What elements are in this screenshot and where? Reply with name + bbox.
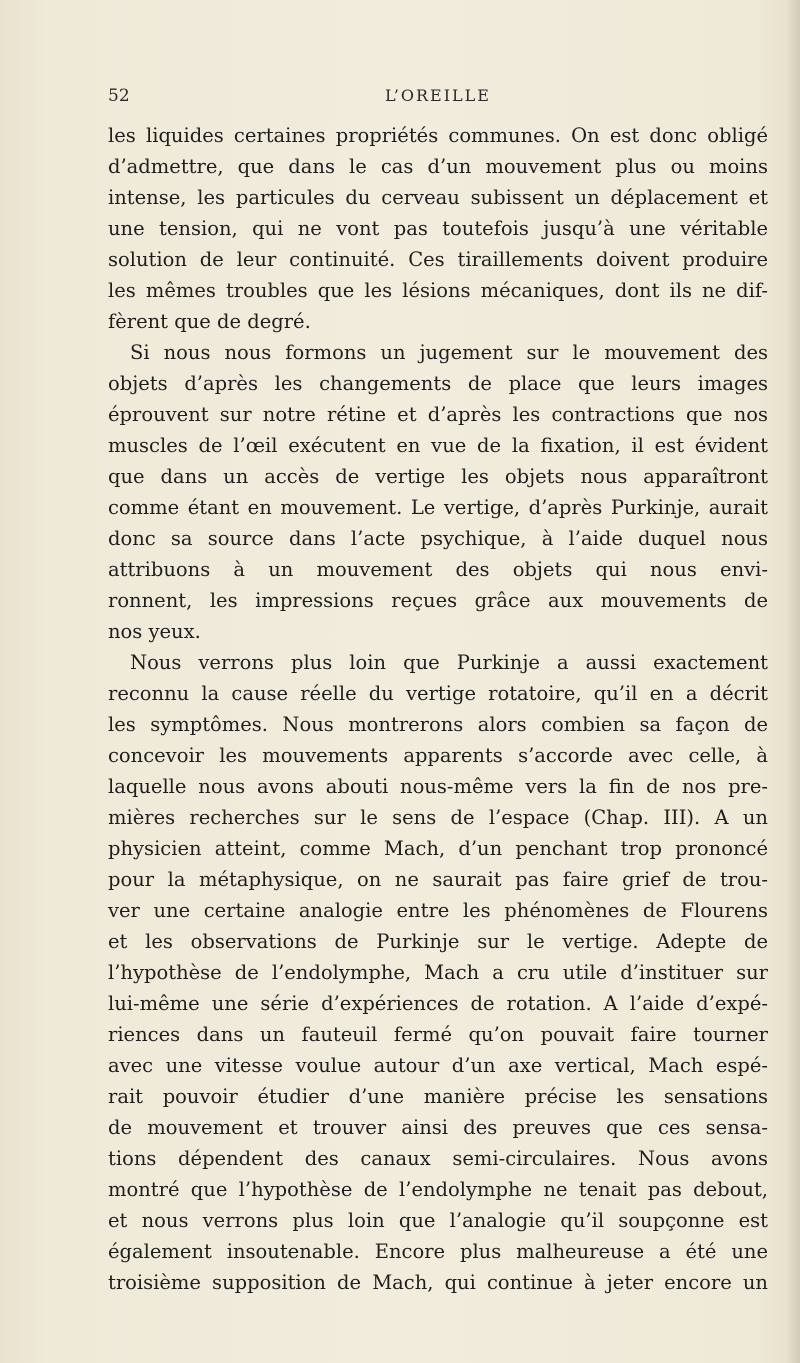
text-line: riences dans un fauteuil fermé qu’on pouvait faire tourner [108, 1023, 768, 1046]
text-line: mières recherches sur le sens de l’espace (Chap. III). A un [108, 806, 768, 829]
text-line: montré que l’hypothèse de l’endolymphe ne tenait pas debout, [108, 1178, 768, 1201]
text-line: Nous verrons plus loin que Purkinje a aussi exactement [130, 651, 768, 674]
running-title: L’OREILLE [385, 86, 491, 105]
text-line: ver une certaine analogie entre les phénomènes de Flourens [108, 899, 768, 922]
text-line: une tension, qui ne vont pas toutefois jusqu’à une véritable [108, 217, 768, 240]
text-line: rait pouvoir étudier d’une manière précise les sensations [108, 1085, 768, 1108]
text-line: les mêmes troubles que les lésions mécaniques, dont ils ne dif- [108, 279, 768, 302]
text-line: nos yeux. [108, 620, 201, 643]
text-line: fèrent que de degré. [108, 310, 311, 333]
text-line: les symptômes. Nous montrerons alors combien sa façon de [108, 713, 768, 736]
text-line: d’admettre, que dans le cas d’un mouvement plus ou moins [108, 155, 768, 178]
text-line: les liquides certaines propriétés communes. On est donc obligé [108, 124, 768, 147]
text-line: physicien atteint, comme Mach, d’un penchant trop prononcé [108, 837, 768, 860]
text-line: ronnent, les impressions reçues grâce aux mouvements de [108, 589, 768, 612]
text-line: laquelle nous avons abouti nous-même vers la fin de nos pre- [108, 775, 768, 798]
text-line: solution de leur continuité. Ces tiraillements doivent produire [108, 248, 768, 271]
text-line: lui-même une série d’expériences de rotation. A l’aide d’expé- [108, 992, 768, 1015]
text-line: l’hypothèse de l’endolymphe, Mach a cru utile d’instituer sur [108, 961, 768, 984]
page-header [108, 86, 768, 110]
text-line: objets d’après les changements de place que leurs images [108, 372, 768, 395]
text-line: Si nous nous formons un jugement sur le mouvement des [130, 341, 768, 364]
body-text [108, 120, 768, 1298]
text-line: concevoir les mouvements apparents s’accorde avec celle, à [108, 744, 768, 767]
page-number: 52 [108, 86, 130, 106]
text-line: et les observations de Purkinje sur le vertige. Adepte de [108, 930, 768, 953]
text-line: pour la métaphysique, on ne saurait pas faire grief de trou- [108, 868, 768, 891]
text-line: avec une vitesse voulue autour d’un axe vertical, Mach espé- [108, 1054, 768, 1077]
text-line: troisième supposition de Mach, qui continue à jeter encore un [108, 1271, 768, 1294]
text-line: de mouvement et trouver ainsi des preuves que ces sensa- [108, 1116, 768, 1139]
text-line: comme étant en mouvement. Le vertige, d’après Purkinje, aurait [108, 496, 768, 519]
text-line: éprouvent sur notre rétine et d’après les contractions que nos [108, 403, 768, 426]
text-line: et nous verrons plus loin que l’analogie qu’il soupçonne est [108, 1209, 768, 1232]
text-line: muscles de l’œil exécutent en vue de la fixation, il est évident [108, 434, 768, 457]
text-line: également insoutenable. Encore plus malheureuse a été une [108, 1240, 768, 1263]
text-line: donc sa source dans l’acte psychique, à l’aide duquel nous [108, 527, 768, 550]
text-line: tions dépendent des canaux semi-circulaires. Nous avons [108, 1147, 768, 1170]
text-line: que dans un accès de vertige les objets nous apparaîtront [108, 465, 768, 488]
text-line: attribuons à un mouvement des objets qui nous envi- [108, 558, 768, 581]
page-edge-shadow [786, 0, 800, 1363]
text-line: intense, les particules du cerveau subissent un déplacement et [108, 186, 768, 209]
text-line: reconnu la cause réelle du vertige rotatoire, qu’il en a décrit [108, 682, 768, 705]
